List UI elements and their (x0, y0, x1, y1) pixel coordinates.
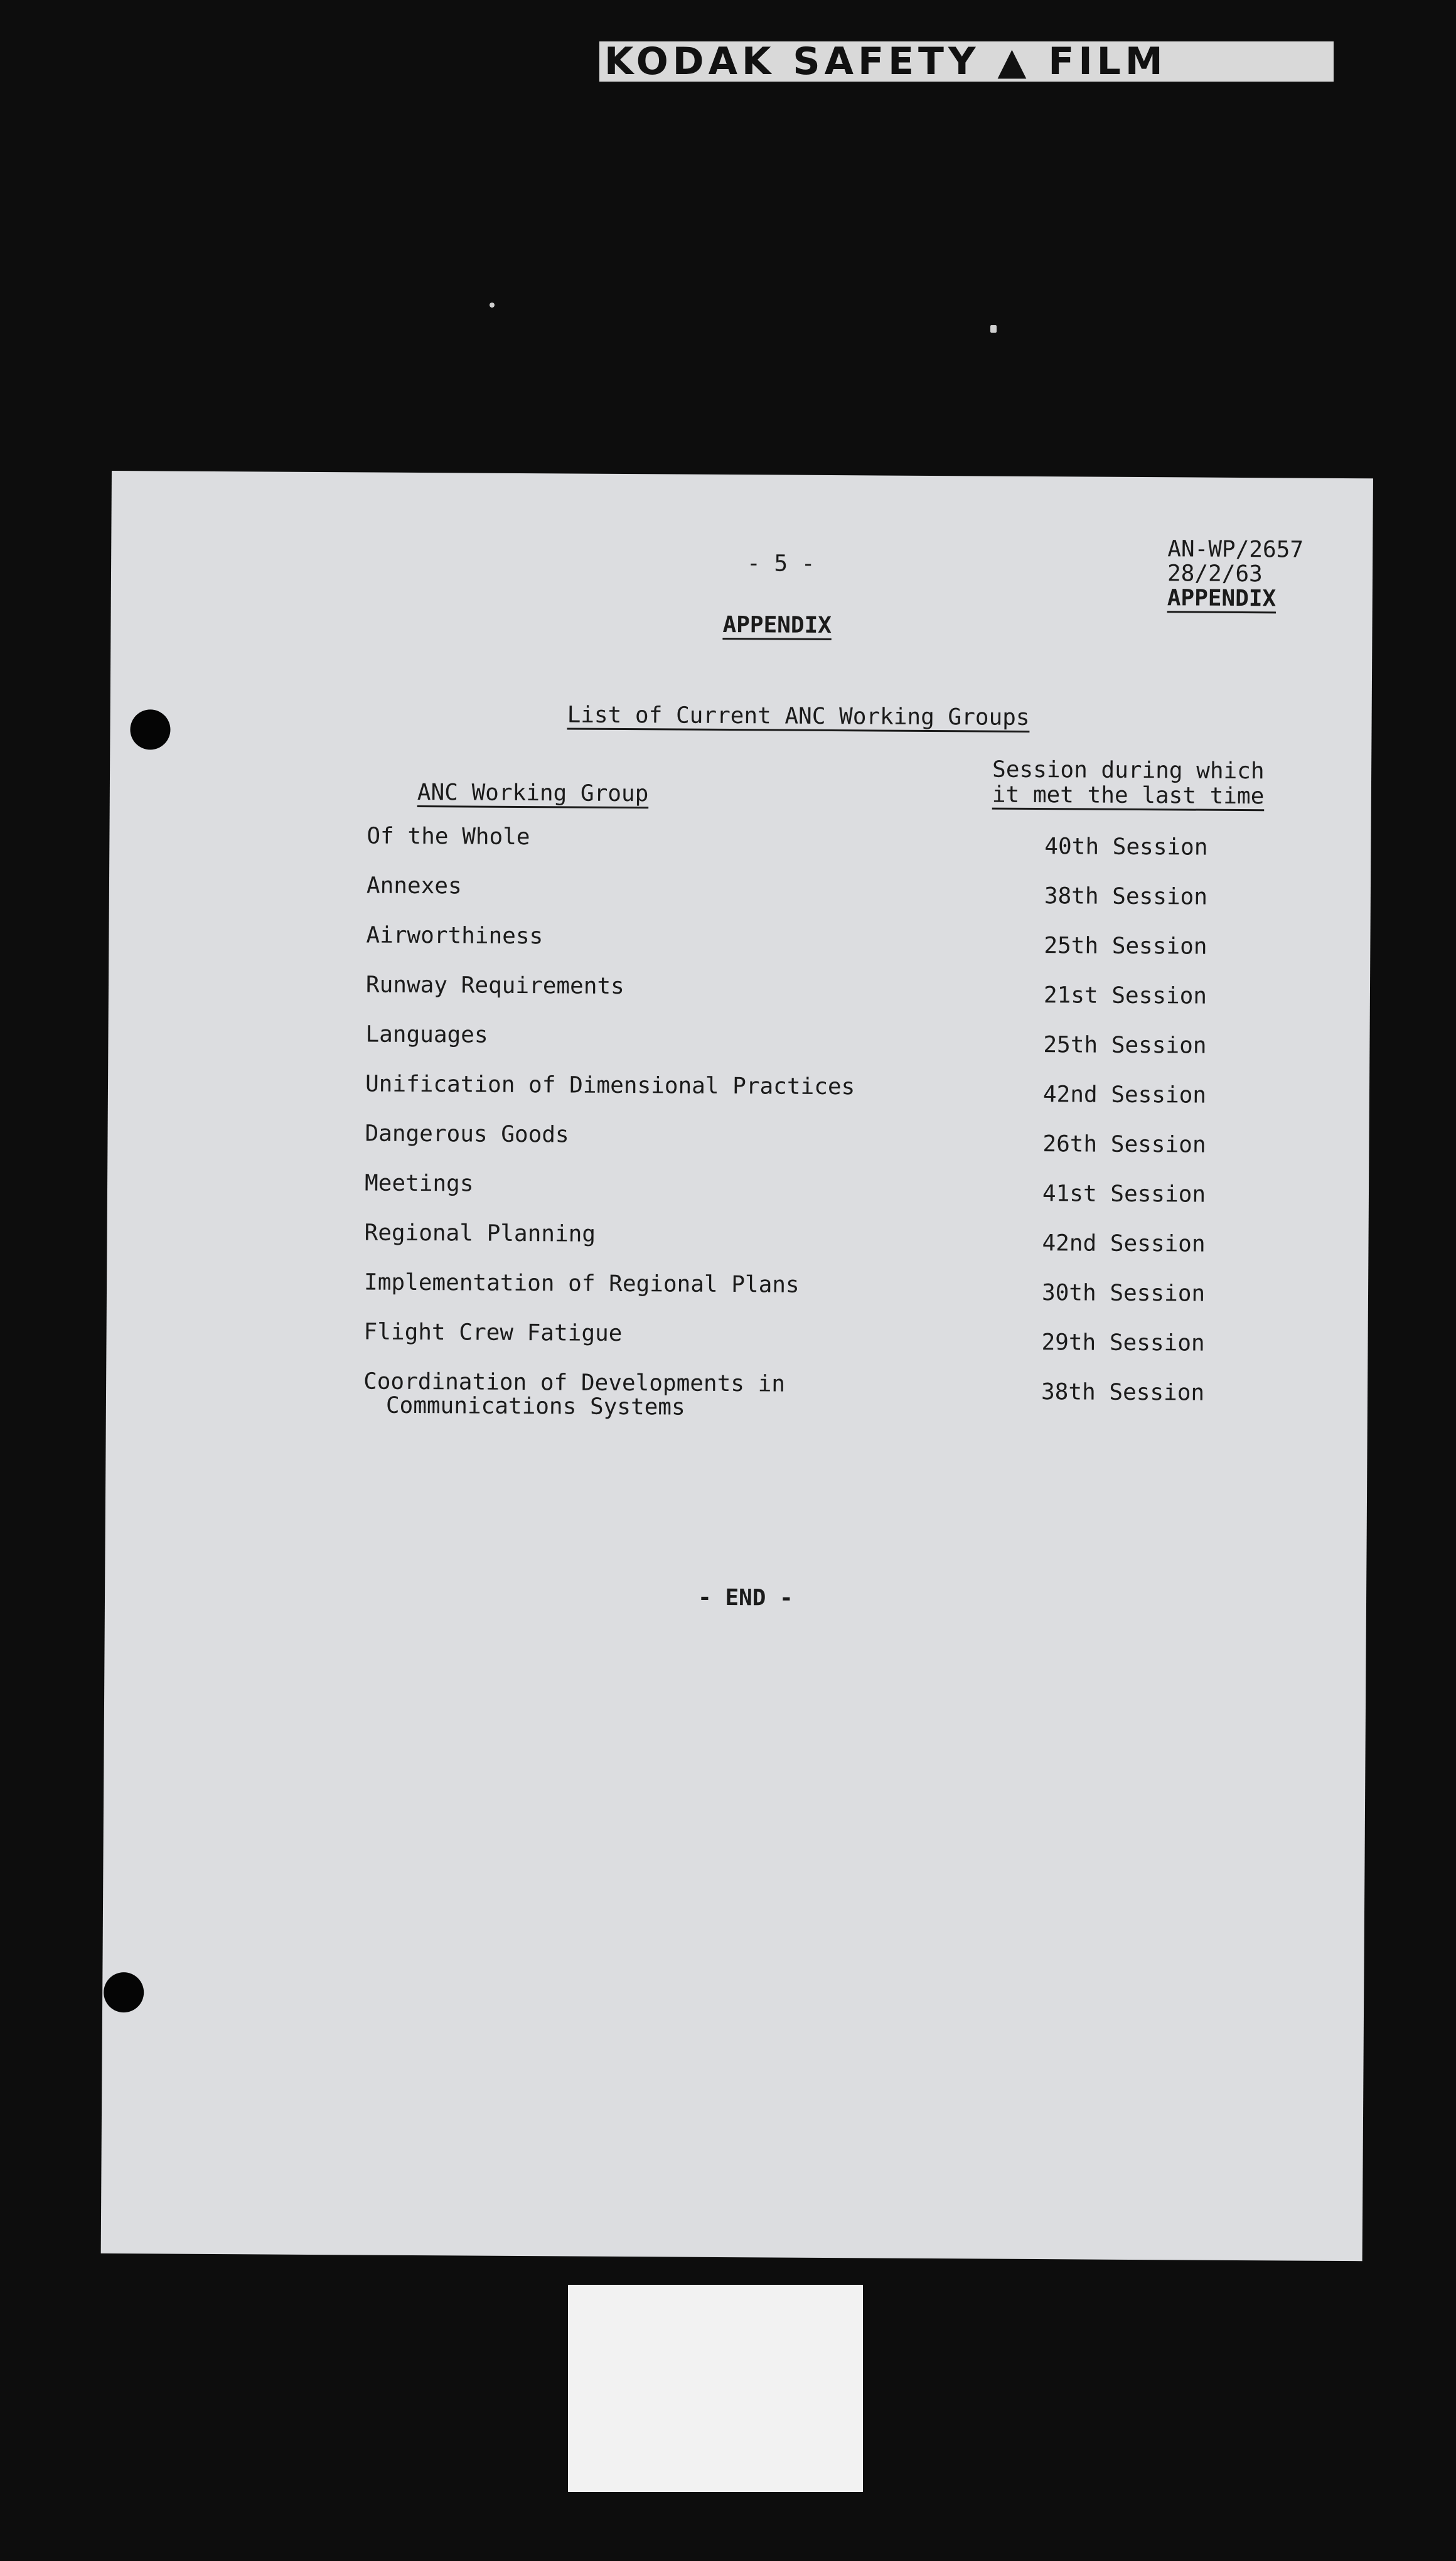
document-section: APPENDIX (1167, 585, 1277, 612)
working-group-name: Regional Planning (364, 1220, 596, 1247)
session-column-header-line2: it met the last time (992, 781, 1265, 810)
working-group-name: Implementation of Regional Plans (363, 1269, 800, 1298)
working-group-name: Dangerous Goods (365, 1120, 569, 1148)
working-group-session: 25th Session (1043, 1032, 1207, 1059)
working-group-row (365, 1021, 1232, 1059)
working-group-row (365, 1071, 1231, 1109)
working-group-name: Airworthiness (366, 922, 543, 950)
working-group-row (367, 823, 1233, 861)
working-group-session: 21st Session (1043, 982, 1207, 1009)
list-title: List of Current ANC Working Groups (567, 702, 1030, 731)
working-group-session: 42nd Session (1042, 1230, 1206, 1257)
film-speck (490, 303, 495, 308)
working-group-name: Runway Requirements (365, 972, 624, 1000)
film-edge-label: KODAK SAFETY ▲ FILM (599, 41, 1334, 82)
working-group-session: 38th Session (1041, 1379, 1205, 1406)
document-page (101, 471, 1373, 2261)
working-group-name: Coordination of Developments in (363, 1368, 786, 1397)
working-group-row (365, 972, 1232, 1009)
working-group-session: 25th Session (1044, 933, 1207, 960)
working-group-row (364, 1220, 1231, 1257)
working-group-name-continued: Communications Systems (385, 1392, 685, 1420)
working-group-session: 40th Session (1044, 834, 1208, 861)
working-group-session: 38th Session (1044, 883, 1208, 910)
working-group-row (363, 1319, 1230, 1356)
working-group-row (366, 922, 1233, 960)
working-group-name: Unification of Dimensional Practices (365, 1071, 855, 1100)
document-date: 28/2/63 (1167, 561, 1263, 588)
working-group-name: Meetings (364, 1170, 474, 1197)
working-group-row (363, 1269, 1230, 1307)
working-group-session: 30th Session (1041, 1280, 1206, 1307)
page-heading: APPENDIX (722, 611, 832, 639)
session-column-header-line1: Session during which (992, 756, 1265, 785)
film-frame-tab (568, 2285, 863, 2492)
document-reference (1167, 537, 1303, 611)
end-marker: - END - (697, 1584, 793, 1611)
working-group-row (364, 1170, 1231, 1208)
working-group-name: Annexes (366, 872, 462, 899)
page-number: - 5 - (746, 550, 815, 577)
working-group-name: Flight Crew Fatigue (363, 1319, 623, 1346)
film-speck (990, 325, 997, 333)
working-group-row (366, 872, 1233, 910)
working-group-row (363, 1368, 1229, 1420)
group-column-header: ANC Working Group (417, 779, 649, 807)
working-group-session: 41st Session (1042, 1181, 1206, 1208)
working-group-name: Of the Whole (367, 823, 530, 851)
working-group-name: Languages (365, 1021, 488, 1048)
working-group-session: 42nd Session (1042, 1082, 1207, 1109)
punch-hole-bottom (104, 1972, 144, 2012)
working-group-session: 29th Session (1041, 1329, 1205, 1356)
document-id: AN-WP/2657 (1167, 536, 1304, 563)
punch-hole-top (130, 709, 170, 749)
working-group-row (365, 1120, 1231, 1158)
working-group-session: 26th Session (1042, 1131, 1206, 1158)
working-groups-list (363, 823, 1233, 1420)
